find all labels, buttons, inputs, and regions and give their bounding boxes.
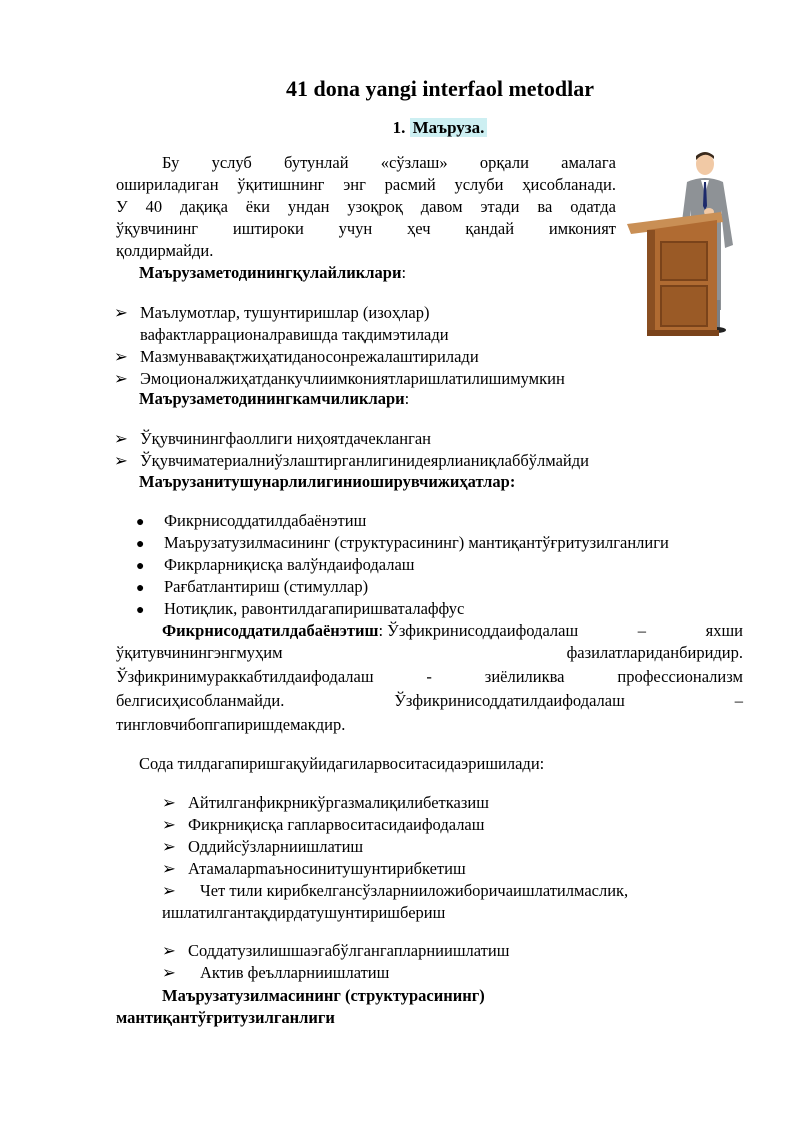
intro-word: ўқувчининг: [116, 219, 199, 238]
structure-heading-line-1: Маърузатузилмасининг (структурасининг): [162, 986, 485, 1005]
paragraph-line: [116, 666, 743, 688]
list-item-text: ишлатилгантақдирдатушунтиришбериш: [162, 903, 446, 922]
bullet-dot-icon: ●: [136, 515, 145, 530]
intro-word: учун: [338, 219, 373, 238]
list-item: [114, 368, 565, 390]
paragraph-segment: Ўзфикринимураккабтилдаифодалаш: [116, 667, 374, 686]
list-item-text: Фикрларниқисқа валўндаифодалаш: [164, 555, 415, 574]
advantages-heading: Маърузаметодинингқулайликлари:: [139, 263, 407, 282]
intro-line-1: [116, 152, 616, 174]
list-item-text: Соддатузилишшаэгабўлгангапларниишлатиш: [188, 941, 510, 960]
paragraph-segment: ўқитувчинингэнгмуҳим: [116, 643, 283, 662]
arrow-bullet-icon: ➢: [162, 963, 176, 982]
list-item: [162, 940, 509, 962]
paragraph-segment: –: [637, 621, 647, 640]
lecturer-at-podium-icon: [625, 150, 740, 340]
list-item: [162, 814, 484, 836]
arrow-bullet-icon: ➢: [162, 815, 176, 834]
intro-word: ҳеч: [407, 219, 431, 238]
list-item: [162, 792, 489, 814]
arrow-bullet-icon: ➢: [162, 793, 176, 812]
list-item: [136, 554, 415, 578]
list-item-text: Нотиқлик, равонтилдагапиришваталаффус: [164, 599, 465, 618]
intro-line-4: [116, 218, 616, 240]
paragraph-segment: [162, 620, 578, 642]
list-item-text: Мазмунвавақтжиҳатиданосонрежалаштирилади: [140, 347, 479, 366]
improve-heading: Маърузанитушунарлилигиниоширувчижиҳатлар:: [139, 472, 516, 491]
list-item-text: Эмоционалжиҳатданкучлиимкониятларишлатилишимумкин: [140, 369, 565, 388]
intro-word: қандай: [465, 219, 515, 238]
intro-word: Бу: [162, 153, 180, 172]
list-item: [114, 450, 589, 472]
paragraph-segment: зиёлиликва: [484, 667, 565, 686]
arrow-bullet-icon: ➢: [114, 303, 128, 322]
bullet-dot-icon: ●: [136, 581, 145, 596]
page-title: 41 dona yangi interfaol metodlar: [286, 76, 594, 101]
simple-speech-intro: Сода тилдагапиришгақуйидагиларвоситасидаэришилади:: [139, 754, 545, 773]
list-item-text: Атамаларmаъносинитушунтирибкетиш: [188, 859, 466, 878]
list-item: [136, 598, 464, 622]
arrow-bullet-icon: ➢: [162, 941, 176, 960]
section-heading: [0, 118, 800, 138]
list-item-text: Ўқувчиматериалниўзлаштирганлигинидеярлианиқлаббўлмайди: [140, 451, 589, 470]
list-item: [114, 346, 479, 368]
arrow-bullet-icon: ➢: [114, 347, 128, 366]
paragraph-segment: фазилатлариданбиридир.: [566, 643, 743, 662]
bullet-dot-icon: ●: [136, 537, 145, 552]
paragraph-segment: яхши: [705, 621, 743, 640]
paragraph-segment: –: [734, 691, 743, 710]
arrow-bullet-icon: ➢: [162, 837, 176, 856]
list-item: [162, 902, 445, 924]
list-item: [162, 880, 628, 902]
intro-word: бутунлай: [284, 153, 349, 172]
list-item: [114, 302, 429, 324]
arrow-bullet-icon: ➢: [114, 451, 128, 470]
list-item: [136, 510, 366, 534]
paragraph-segment: Ўзфикринисоддатилдаифодалаш: [394, 691, 625, 710]
intro-word: амалага: [561, 153, 616, 172]
list-item-text: Ўқувчинингфаоллиги ниҳоятдачекланган: [140, 429, 431, 448]
list-item: [162, 962, 389, 984]
arrow-bullet-icon: ➢: [114, 429, 128, 448]
intro-line-5: қолдирмайди.: [116, 241, 214, 260]
list-item-text: Рағбатлантириш (стимуллар): [164, 577, 369, 596]
paragraph-segment: белгисиҳисобланмайди.: [116, 691, 285, 710]
bullet-dot-icon: ●: [136, 559, 145, 574]
paragraph-line: тингловчибопгапиришдемакдир.: [116, 715, 346, 734]
list-item: [140, 324, 449, 346]
intro-word: орқали: [479, 153, 529, 172]
list-item-text: Оддийсўзларниишлатиш: [188, 837, 364, 856]
list-item-text: Актив феълларниишлатиш: [200, 963, 390, 982]
paragraph-line: [116, 642, 743, 664]
intro-word: «сўзлаш»: [380, 153, 448, 172]
paragraph-line: [116, 690, 743, 712]
intro-word: имконият: [548, 219, 616, 238]
paragraph-segment-text: : Ўзфикринисоддаифодалаш: [378, 621, 579, 640]
intro-line-3: У 40 дақиқа ёки ундан узоқроқ давом этади ва одатда: [116, 197, 616, 216]
list-item-text: Фикрнисоддатилдабаёнэтиш: [164, 511, 367, 530]
section-number: 1.: [392, 118, 406, 137]
list-item-text: Чет тили кирибкелгансўзларнииложиборичаишлатилмаслик,: [200, 881, 629, 900]
intro-line-2: ошириладиган ўқитишнинг энг расмий услуби ҳисобланади.: [116, 175, 616, 194]
intro-paragraph: [116, 152, 616, 262]
list-item-text: вафактларрационалравишда тақдимэтилади: [140, 325, 449, 344]
paragraph-segment: профессионализм: [617, 667, 743, 686]
list-item-text: Маърузатузилмасининг (структурасининг) мантиқантўғритузилганлиги: [164, 533, 669, 552]
intro-word: услуб: [211, 153, 252, 172]
list-item: [114, 428, 431, 450]
bullet-dot-icon: ●: [136, 603, 145, 618]
list-item-text: Фикрниқисқа гапларвоситасидаифодалаш: [188, 815, 485, 834]
arrow-bullet-icon: ➢: [162, 859, 176, 878]
paragraph-line: [116, 620, 743, 642]
arrow-bullet-icon: ➢: [114, 369, 128, 388]
arrow-bullet-icon: ➢: [162, 881, 176, 900]
list-item: [136, 532, 669, 556]
list-item: [162, 858, 466, 880]
section-label: Маъруза.: [410, 118, 488, 137]
disadvantages-heading: Маърузаметодинингкамчиликлари:: [139, 389, 410, 408]
advantages-heading-text: Маърузаметодинингқулайликлари: [139, 263, 402, 282]
paragraph-segment: -: [426, 667, 432, 686]
list-item: [162, 836, 363, 858]
list-item-text: Маълумотлар, тушунтиришлар (изоҳлар): [140, 303, 430, 322]
intro-word: иштироки: [232, 219, 304, 238]
structure-heading-line-2: мантиқантўғритузилганлиги: [116, 1008, 335, 1027]
list-item-text: Айтилганфикрникўргазмалиқилибетказиш: [188, 793, 489, 812]
list-item: [136, 576, 368, 600]
paragraph-lead-bold: Фикрнисоддатилдабаёнэтиш: [162, 621, 379, 640]
disadvantages-heading-text: Маърузаметодинингкамчиликлари: [139, 389, 405, 408]
